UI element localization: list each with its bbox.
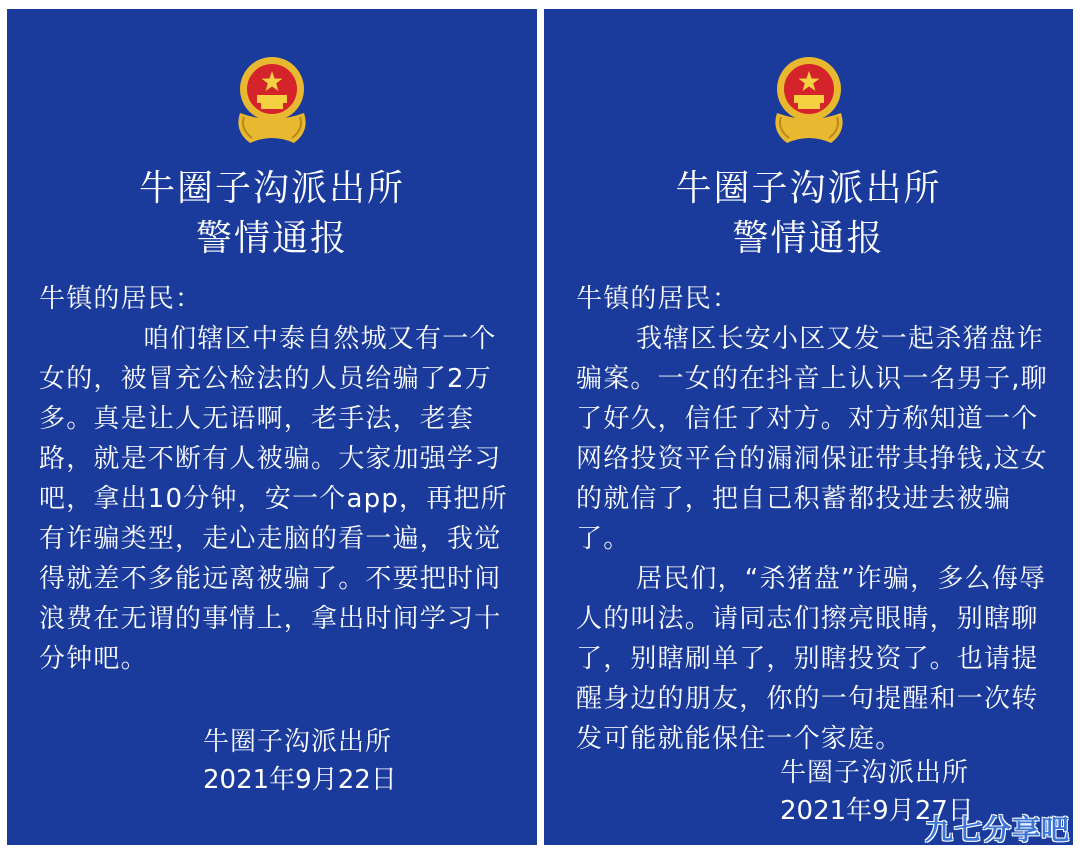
notice-date: 2021年9月22日	[203, 765, 397, 795]
salutation: 牛镇的居民：	[576, 284, 740, 314]
station-title: 牛圈子沟派出所	[675, 168, 942, 209]
notice-panel-right	[544, 9, 1073, 845]
body-paragraph: 咱们辖区中泰自然城又有一个女的，被冒充公检法的人员给骗了2万多。真是让人无语啊，老手法，老套路，就是不断有人被骗。大家加强学习吧，拿出10分钟，安一个app，再把所有诈骗类型，走心走脑的看一遍，我觉得就差不多能远离被骗了。不要把时间浪费在无谓的事情上，拿出时间学习十分钟吧。	[39, 324, 508, 674]
police-emblem-icon	[769, 55, 849, 147]
salutation: 牛镇的居民：	[39, 284, 203, 314]
notice-panel-left	[7, 9, 537, 845]
body-paragraph: 居民们，“杀猪盘”诈骗，多么侮辱人的叫法。请同志们擦亮眼睛，别瞎聊了，别瞎刷单了，别瞎投资了。也请提醒身边的朋友，你的一句提醒和一次转发可能就能保住一个家庭。	[576, 564, 1047, 754]
police-emblem-icon	[232, 55, 312, 147]
signature: 牛圈子沟派出所	[203, 727, 393, 757]
notice-title: 警情通报	[732, 218, 885, 259]
body-paragraph: 我辖区长安小区又发一起杀猪盘诈骗案。一女的在抖音上认识一名男子,聊了好久，信任了对方。对方称知道一个网络投资平台的漏洞保证带其挣钱,这女的就信了，把自己积蓄都投进去被骗了。	[576, 324, 1048, 554]
notice-title: 警情通报	[195, 218, 348, 259]
site-watermark: 九七分享吧	[924, 813, 1070, 846]
station-title: 牛圈子沟派出所	[138, 168, 405, 209]
notice-date: 2021年9月27日	[780, 796, 974, 826]
signature: 牛圈子沟派出所	[780, 758, 970, 788]
notice-body	[576, 279, 1055, 759]
notice-body	[39, 279, 519, 679]
